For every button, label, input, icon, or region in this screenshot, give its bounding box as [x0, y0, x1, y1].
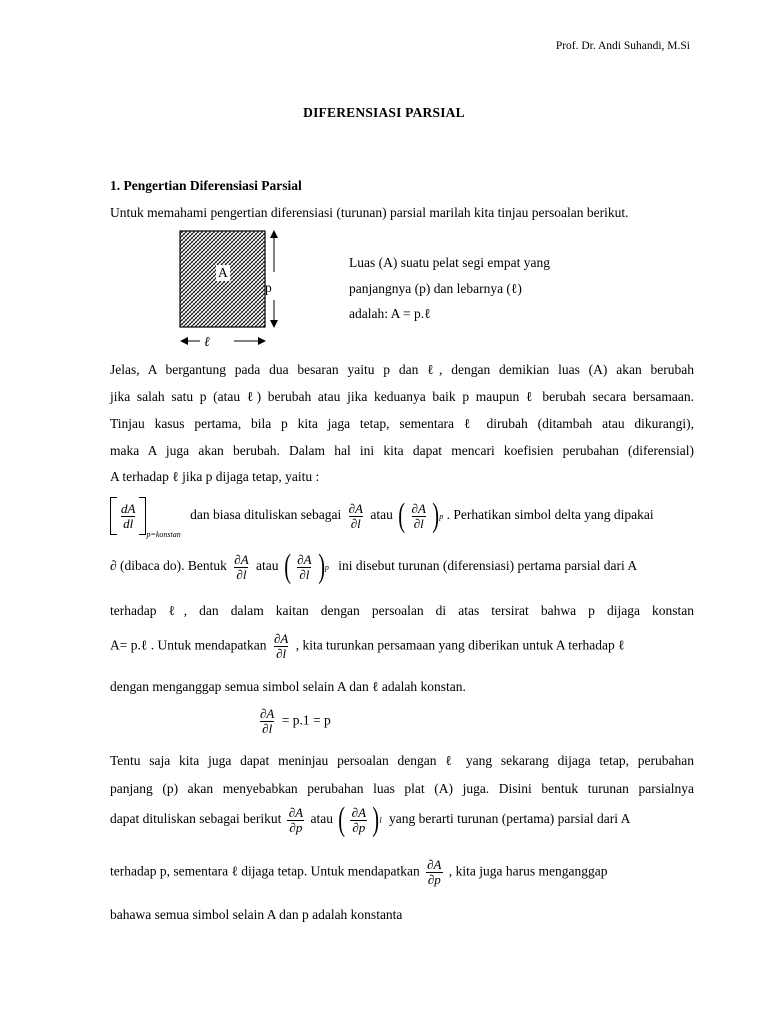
equation-line-4: $\frac{\partial A}{\partial l}$ = p.1 = p	[260, 706, 331, 736]
author-header: Prof. Dr. Andi Suhandi, M.Si	[555, 40, 690, 52]
para2-line-1: Tentu saja kita juga dapat meninjau persoalan dengan ℓ yang sekarang dijaga tetap, perubahan	[110, 753, 694, 768]
equation-line-5: dapat dituliskan sebagai berikut $\frac{\partial A}{\partial p}$ atau ( $\frac{\partial A}{\partial p}$ ) l yang berarti turunan (pertama) parsial dari A	[110, 801, 631, 838]
para2-line-2: panjang (p) akan menyebabkan perubahan luas plat (A) juga. Disini bentuk turunan parsialnya	[110, 781, 694, 796]
intro-text: Untuk memahami pengertian diferensiasi (turunan) parsial marilah kita tinjau persoalan berikut.	[110, 205, 629, 220]
line-terhadap: terhadap ℓ, dan dalam kaitan dengan persoalan di atas tersirat bahwa p dijaga konstan	[110, 603, 694, 618]
section-heading: 1. Pengertian Diferensiasi Parsial	[110, 178, 302, 193]
line-dengan: dengan menganggap semua simbol selain A dan ℓ adalah konstan.	[110, 679, 466, 694]
rectangle-figure	[160, 226, 340, 356]
equation-line-1: $\frac{dA}{dl}$ p=konstan dan biasa dituliskan sebagai $\frac{\partial A}{\partial l}$ atau ( $\frac{\partial A}{\partial l}$ ) p . Perhatikan simbol delta yang dipakai	[110, 497, 654, 535]
para1-line-1: Jelas, A bergantung pada dua besaran yaitu p dan ℓ, dengan demikian luas (A) akan berubah	[110, 362, 694, 377]
figure-caption-line-3: adalah: A = p.ℓ	[349, 306, 431, 321]
figure-label-area: A	[218, 265, 228, 280]
equation-line-6: terhadap p, sementara ℓ dijaga tetap. Untuk mendapatkan $\frac{\partial A}{\partial p}$ , kita juga harus menganggap	[110, 857, 608, 887]
page-title: DIFERENSIASI PARSIAL	[303, 105, 465, 120]
para1-line-3: Tinjau kasus pertama, bila p kita jaga tetap, sementara ℓ dirubah (ditambah atau dikurangi),	[110, 416, 694, 431]
figure-caption-line-1: Luas (A) suatu pelat segi empat yang	[349, 255, 550, 270]
equation-line-2: ∂ (dibaca do). Bentuk $\frac{\partial A}{\partial l}$ atau ( $\frac{\partial A}{\partial l}$ ) p ini disebut turunan (diferensiasi) pertama parsial dari A	[110, 548, 638, 585]
figure-label-p: p	[265, 280, 272, 295]
para1-line-4: maka A juga akan berubah. Dalam hal ini kita dapat mencari koefisien perubahan (diferensial)	[110, 443, 694, 458]
figure-caption-line-2: panjangnya (p) dan lebarnya (ℓ)	[349, 281, 522, 296]
equation-line-3: A= p.ℓ . Untuk mendapatkan $\frac{\partial A}{\partial l}$ , kita turunkan persamaan yang diberikan untuk A terhadap ℓ	[110, 631, 625, 661]
para1-line-5: A terhadap ℓ jika p dijaga tetap, yaitu :	[110, 469, 320, 484]
figure-label-l: ℓ	[204, 334, 210, 349]
derivative-bracket: $\frac{dA}{dl}$ p=konstan	[110, 497, 181, 535]
para1-line-2: jika salah satu p (atau ℓ) berubah atau jika keduanya baik p maupun ℓ berubah secara bersamaan.	[110, 389, 694, 404]
line-last: bahawa semua simbol selain A dan p adalah konstanta	[110, 907, 403, 922]
